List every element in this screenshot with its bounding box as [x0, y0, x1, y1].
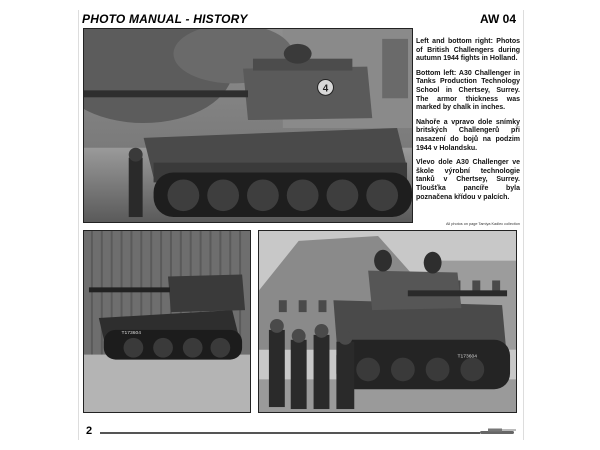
photo-credit: All photos on page Tamiya Kadlec collection [445, 222, 520, 226]
footer-rule [100, 432, 480, 434]
hull-marking-bottom-left: T173604 [121, 330, 142, 336]
captions-column [416, 38, 520, 208]
page-number: 2 [86, 425, 93, 437]
hull-marking-bottom-right: T173604 [457, 354, 477, 360]
caption-en-bottom: Bottom left: A30 Challenger in Tanks Production Technology School in Chertsey, Surrey. The armor thickness was marked by chalk in inches. [416, 69, 520, 112]
photo-bottom-right-challenger [258, 230, 517, 413]
caption-en-top: Left and bottom right: Photos of British Challengers during autumn 1944 fights in Holland. [416, 38, 520, 63]
tank-silhouette-icon [478, 427, 518, 435]
caption-cz-bottom: Vlevo dole A30 Challenger ve škole výrobní technologie tanků v Chertsey, Surrey. Tloušťka pancíře byla poznačena křídou v palcích. [416, 159, 520, 201]
photo-bottom-right-image [259, 231, 516, 412]
photo-bottom-left-challenger [83, 230, 251, 413]
photo-top-image [84, 29, 412, 222]
photo-bottom-left-image [84, 231, 250, 412]
header-title: PHOTO MANUAL - HISTORY [82, 12, 248, 26]
photo-top-challenger [83, 28, 413, 223]
page-header [82, 12, 522, 28]
caption-cz-top: Nahoře a vpravo dole snímky britských Challengerů při nasazení do bojů na podzim 1944 v Holandsku. [416, 118, 520, 152]
turret-number: 4 [322, 83, 329, 95]
header-code: AW 04 [479, 12, 516, 26]
